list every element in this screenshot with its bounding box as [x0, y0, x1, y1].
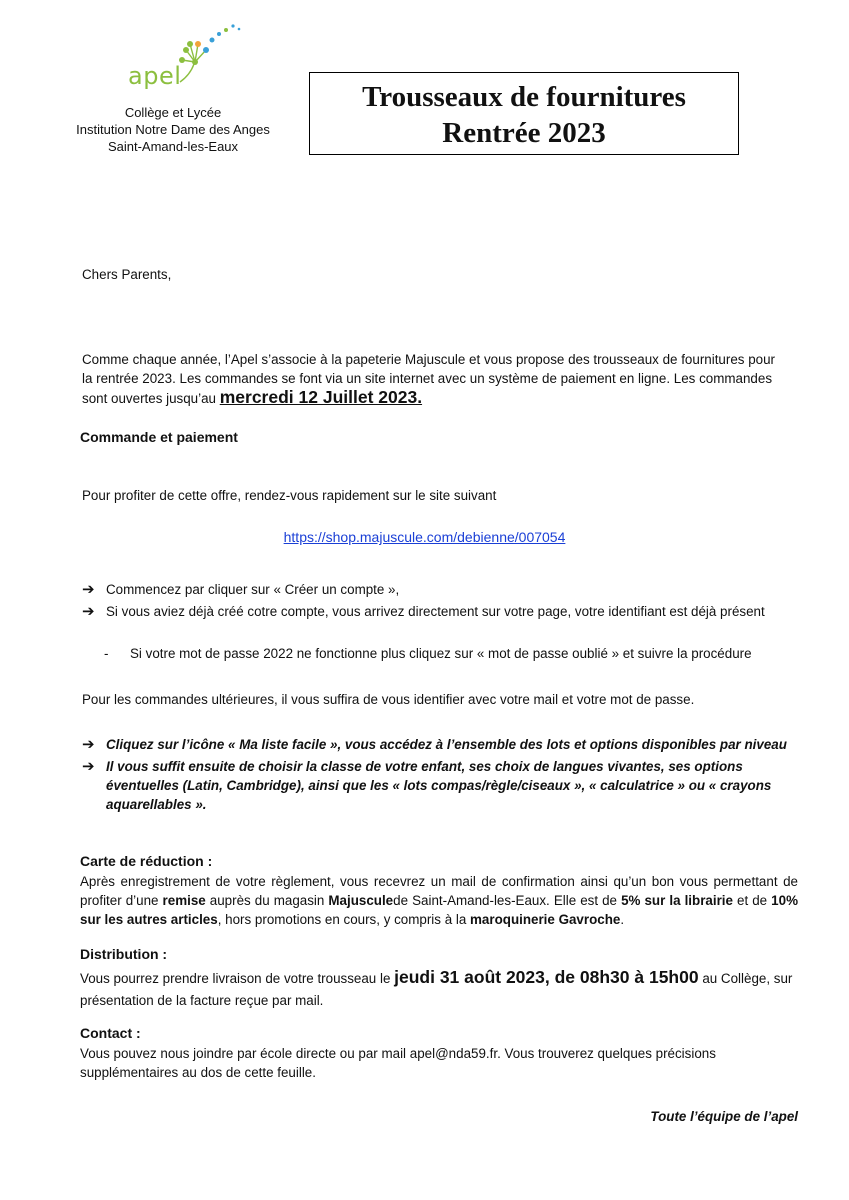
text-run-bold: 5% sur la librairie [621, 893, 733, 908]
text-run: . Vous trouverez quelques précisions supplémentaires au dos de cette feuille. [80, 1046, 716, 1080]
contact-heading: Contact : [80, 1025, 141, 1041]
dash-icon: - [104, 646, 109, 661]
arrow-icon: ➔ [82, 603, 95, 620]
school-name-block [60, 104, 286, 155]
arrow-icon: ➔ [82, 581, 95, 598]
text-run: auprès du magasin [205, 893, 329, 908]
signature: Toute l’équipe de l’apel [650, 1109, 798, 1124]
page-subtitle: Rentrée 2023 [442, 117, 606, 149]
bullet-text: Il vous suffit ensuite de choisir la classe de votre enfant, ses choix de langues vivantes, ses options éventuelles (Latin, Cambridge), ainsi que les « lots compas/règle/ciseaux », « calculatrice » ou « crayons aquarellables ». [106, 759, 772, 812]
bullet-text: Si vous aviez déjà créé cotre compte, vous arrivez directement sur votre page, votre identifiant est déjà présent [106, 604, 765, 619]
shop-link-row [0, 529, 849, 545]
arrow-icon: ➔ [82, 736, 95, 753]
later-orders-text: Pour les commandes ultérieures, il vous suffira de vous identifier avec votre mail et votre mot de passe. [82, 692, 695, 707]
distribution-date: jeudi 31 août 2023, de 08h30 à 15h00 [394, 967, 699, 987]
text-run: et de [732, 893, 772, 908]
arrow-icon: ➔ [82, 758, 95, 775]
text-run: Après enregistrement de votre règlement, vous recevrez un mail de confirmation ainsi qu’un bon vous permettant de profiter d’une [80, 874, 798, 908]
text-run: au Collège, sur présentation de la facture reçue par mail. [80, 971, 793, 1008]
order-lead: Pour profiter de cette offre, rendez-vous rapidement sur le site suivant [82, 488, 497, 503]
text-run: de Saint-Amand-les-Eaux. Elle est de [393, 893, 622, 908]
shop-link[interactable]: https://shop.majuscule.com/debienne/007054 [283, 529, 566, 545]
discount-paragraph [80, 872, 798, 929]
page-title-box [309, 72, 739, 155]
distribution-heading: Distribution : [80, 946, 168, 962]
bullet-text: Commencez par cliquer sur « Créer un compte », [106, 582, 400, 597]
school-line: Institution Notre Dame des Anges [76, 122, 270, 137]
logo-wordmark: apel [128, 62, 182, 90]
school-line: Collège et Lycée [124, 105, 222, 120]
text-run: Vous pourrez prendre livraison de votre trousseau le [80, 971, 395, 986]
intro-paragraph [82, 350, 782, 408]
deadline-date: mercredi 12 Juillet 2023. [219, 387, 423, 407]
bullet-text: Cliquez sur l’icône « Ma liste facile », vous accédez à l’ensemble des lots et options disponibles par niveau [106, 737, 787, 752]
text-run-bold: 10% sur les autres articles [80, 893, 798, 927]
contact-email: apel@nda59.fr [409, 1046, 498, 1061]
text-run-bold: maroquinerie Gavroche [470, 912, 621, 927]
order-heading: Commande et paiement [80, 429, 238, 445]
apel-logo [120, 20, 250, 100]
greeting: Chers Parents, [82, 267, 172, 282]
text-run-bold: Majuscule [328, 893, 394, 908]
text-run: , hors promotions en cours, y compris à la [217, 912, 471, 927]
text-run: . [620, 912, 625, 927]
discount-heading: Carte de réduction : [80, 853, 213, 869]
distribution-paragraph [80, 966, 798, 1012]
school-line: Saint-Amand-les-Eaux [107, 139, 239, 154]
page-title: Trousseaux de fournitures [362, 81, 686, 113]
intro-text: Comme chaque année, l’Apel s’associe à la papeterie Majuscule et vous propose des trousseaux de fournitures pour la rentrée 2023. Les commandes se font via un site internet avec un système de paiement en ligne. Les commandes sont ouvertes jusqu’au [82, 352, 775, 406]
contact-paragraph [80, 1044, 780, 1082]
sub-bullet-text: Si votre mot de passe 2022 ne fonctionne plus cliquez sur « mot de passe oublié » et suivre la procédure [130, 646, 752, 661]
text-run-bold: remise [162, 893, 206, 908]
text-run: Vous pouvez nous joindre par école directe ou par mail [80, 1046, 410, 1061]
